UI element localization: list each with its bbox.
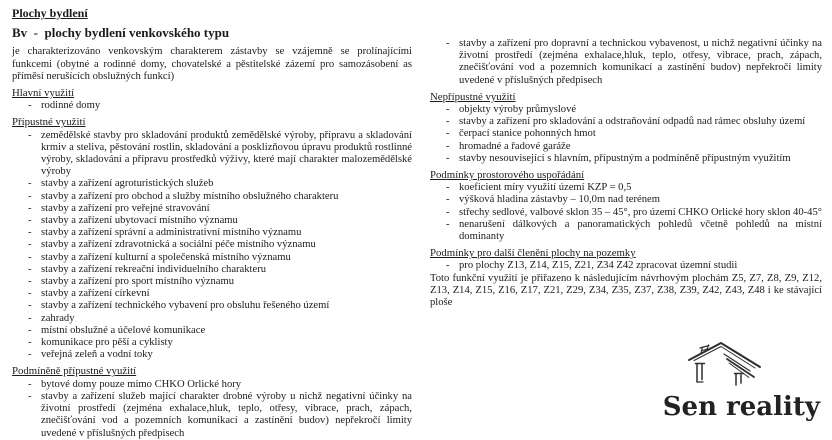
- section-heading: Podmíněně přípustné využití: [12, 365, 137, 378]
- bullet-dash: -: [28, 202, 32, 214]
- bullet-dash: -: [446, 182, 450, 194]
- left-column: [12, 5, 412, 439]
- bullet-dash: -: [28, 378, 32, 390]
- bullet-list: [430, 182, 822, 243]
- bullet-dash: -: [28, 239, 32, 251]
- bullet-dash: -: [446, 104, 450, 116]
- bullet-dash: -: [28, 288, 32, 300]
- bullet-list: [430, 260, 822, 272]
- bullet-text: stavby a zařízení pro dopravní a technickou vybavenost, u nichž negativní účinky na životní prostředí (zejména exhalace,hluk, teplo, otřesy, vibrace, prach, zápach, znečišťování vod a pozemních komunikací a zastínění budov) nepřekročí limity uvedené v příslušných předpisech: [459, 38, 822, 86]
- bullet-text: stavby nesouvisející s hlavním, přípustným a podmíněně přípustným využitím: [459, 152, 791, 164]
- bullet-item: [430, 38, 822, 87]
- bullet-text: hromadné a řadové garáže: [459, 140, 571, 152]
- bullet-item: [430, 219, 822, 243]
- bullet-item: [430, 141, 822, 153]
- section-heading: Podmínky prostorového uspořádání: [430, 169, 585, 182]
- section-hlavni-vyuziti: [12, 87, 412, 112]
- bullet-item: [12, 191, 412, 203]
- bullet-text: místní obslužné a účelové komunikace: [41, 324, 206, 336]
- bullet-text: výšková hladina zástavby – 10,0m nad terénem: [459, 194, 660, 206]
- bullet-text: objekty výroby průmyslové: [459, 104, 577, 116]
- bullet-text: stavby a zařízení správní a administrativní místního významu: [41, 227, 302, 239]
- bullet-item: [12, 313, 412, 325]
- section-nepripustne-vyuziti: [430, 91, 822, 165]
- bullet-item: [430, 194, 822, 206]
- closing-paragraph: Toto funkční využití je přiřazeno k následujícím návrhovým plochám Z5, Z7, Z8, Z9, Z12, Z13, Z14, Z15, Z16, Z17, Z21, Z29, Z34, Z35, Z37, Z38, Z39, Z42, Z43, Z48 i ke stávající ploše: [430, 272, 822, 309]
- bullet-dash: -: [28, 263, 32, 275]
- bullet-item: [12, 252, 412, 264]
- bullet-list: [430, 104, 822, 165]
- sen-reality-logo: [663, 337, 820, 422]
- bullet-text: komunikace pro pěší a cyklisty: [41, 337, 173, 349]
- bullet-item: [12, 203, 412, 215]
- section-heading: Podmínky pro další členění plochy na pozemky: [430, 247, 636, 260]
- bullet-item: [430, 104, 822, 116]
- bullet-item: [12, 379, 412, 391]
- bullet-text: stavby a zařízení pro sport místního významu: [41, 276, 234, 288]
- bullet-dash: -: [446, 116, 450, 128]
- bullet-text: rodinné domy: [41, 100, 101, 112]
- bullet-text: veřejná zeleň a vodní toky: [41, 349, 153, 361]
- bullet-item: [430, 260, 822, 272]
- section-heading: Nepřípustné využití: [430, 90, 516, 103]
- bullet-text: zemědělské stavby pro skladování produktů zemědělské výroby, přípravu a skladování krmiv a steliva, pěstování rostlin, skladování a posklizňovou úpravu produktů rostlinné výroby, skladování a přípravu prostředků výživy, které mají charakter malozemědělské výroby: [41, 129, 412, 178]
- bullet-list: [12, 130, 412, 362]
- bullet-text: nenarušení dálkových a panoramatických pohledů včetně pohledů na místní dominanty: [459, 218, 822, 243]
- bullet-item: [12, 337, 412, 349]
- bullet-dash: -: [28, 390, 32, 402]
- bullet-dash: -: [446, 260, 450, 272]
- bullet-item: [12, 178, 412, 190]
- bullet-text: stavby a zařízení ubytovací místního významu: [41, 215, 238, 227]
- section-subtitle: Bv - plochy bydlení venkovského typu: [12, 25, 230, 41]
- bullet-item: [12, 276, 412, 288]
- section-podminky-prostoroveho-usporadani: [430, 169, 822, 243]
- bullet-item: [430, 207, 822, 219]
- bullet-item: [12, 130, 412, 179]
- bullet-dash: -: [28, 337, 32, 349]
- bullet-list: [12, 100, 412, 112]
- bullet-text: stavby a zařízení kulturní a společenská místního významu: [41, 251, 291, 263]
- bullet-item: [430, 182, 822, 194]
- section-pripustne-vyuziti: [12, 116, 412, 361]
- bullet-item: [12, 100, 412, 112]
- continued-bullet-list: [430, 38, 822, 87]
- bullet-dash: -: [28, 324, 32, 336]
- bullet-dash: -: [446, 152, 450, 164]
- bullet-dash: -: [28, 129, 32, 141]
- bullet-item: [12, 264, 412, 276]
- bullet-item: [12, 325, 412, 337]
- bullet-dash: -: [446, 218, 450, 230]
- bullet-dash: -: [28, 215, 32, 227]
- bullet-dash: -: [28, 190, 32, 202]
- section-heading: Hlavní využití: [12, 87, 75, 100]
- bullet-text: bytové domy pouze mimo CHKO Orlické hory: [41, 378, 242, 390]
- bullet-text: stavby a zařízení církevní: [41, 288, 150, 300]
- bullet-dash: -: [28, 227, 32, 239]
- bullet-dash: -: [28, 312, 32, 324]
- bullet-item: [12, 349, 412, 361]
- bullet-dash: -: [28, 100, 32, 112]
- bullet-text: pro plochy Z13, Z14, Z15, Z21, Z34 Z42 zpracovat územní studii: [459, 260, 738, 272]
- bullet-item: [12, 300, 412, 312]
- section-podminky-pro-dalsi-cleneni: [430, 247, 822, 272]
- bullet-item: [430, 153, 822, 165]
- bullet-text: stavby a zařízení pro obchod a služby místního obslužného charakteru: [41, 190, 339, 202]
- bullet-dash: -: [446, 194, 450, 206]
- bullet-text: stavby a zařízení pro veřejné stravování: [41, 202, 210, 214]
- bullet-dash: -: [28, 178, 32, 190]
- house-sketch-icon: [698, 337, 784, 392]
- bullet-item: [12, 391, 412, 440]
- bullet-dash: -: [28, 300, 32, 312]
- bullet-text: koeficient míry využití území KZP = 0,5: [459, 182, 632, 194]
- page-title: Plochy bydlení: [12, 6, 88, 20]
- bullet-dash: -: [446, 206, 450, 218]
- bullet-text: stavby a zařízení služeb mající charakter drobné výroby u nichž negativní účinky na životní prostředí (zejména exhalace,hluk, teplo, otřesy, vibrace, prach, zápach, znečišťování vod a pozemních komunikací a zastínění budov) nepřekročí limity uvedené v příslušných předpisech: [41, 390, 412, 439]
- bullet-dash: -: [28, 276, 32, 288]
- bullet-item: [12, 239, 412, 251]
- bullet-text: stavby a zařízení agroturistických služeb: [41, 178, 214, 190]
- bullet-dash: -: [446, 140, 450, 152]
- bullet-text: stavby a zařízení rekreační individuelního charakteru: [41, 263, 267, 275]
- bullet-dash: -: [446, 128, 450, 140]
- section-heading: Přípustné využití: [12, 116, 86, 129]
- bullet-text: stavby a zařízení technického vybavení pro obsluhu řešeného území: [41, 300, 330, 312]
- bullet-dash: -: [28, 349, 32, 361]
- bullet-item: [12, 288, 412, 300]
- bullet-list: [12, 379, 412, 440]
- bullet-text: čerpací stanice pohonných hmot: [459, 128, 596, 140]
- bullet-text: střechy sedlové, valbové sklon 35 – 45°, pro území CHKO Orlické hory sklon 40-45°: [459, 206, 823, 218]
- bullet-dash: -: [28, 251, 32, 263]
- bullet-item: [430, 128, 822, 140]
- bullet-text: zahrady: [41, 312, 75, 324]
- bullet-item: [12, 215, 412, 227]
- bullet-item: [430, 116, 822, 128]
- intro-paragraph: je charakterizováno venkovským charakterem zástavby se vzájemně se prolínajícími funkcemi (obytné a rodinné domy, chovatelské a pěstitelské zázemí pro samozásobení as příměsí nerušících obslužných funkcí): [12, 46, 412, 82]
- bullet-text: stavby a zařízení zdravotnická a sociální péče místního významu: [41, 239, 316, 251]
- bullet-dash: -: [446, 38, 450, 49]
- bullet-item: [12, 227, 412, 239]
- bullet-text: stavby a zařízení pro skladování a odstraňování odpadů nad rámec obsluhy území: [459, 116, 806, 128]
- logo-text: Sen reality: [662, 392, 820, 422]
